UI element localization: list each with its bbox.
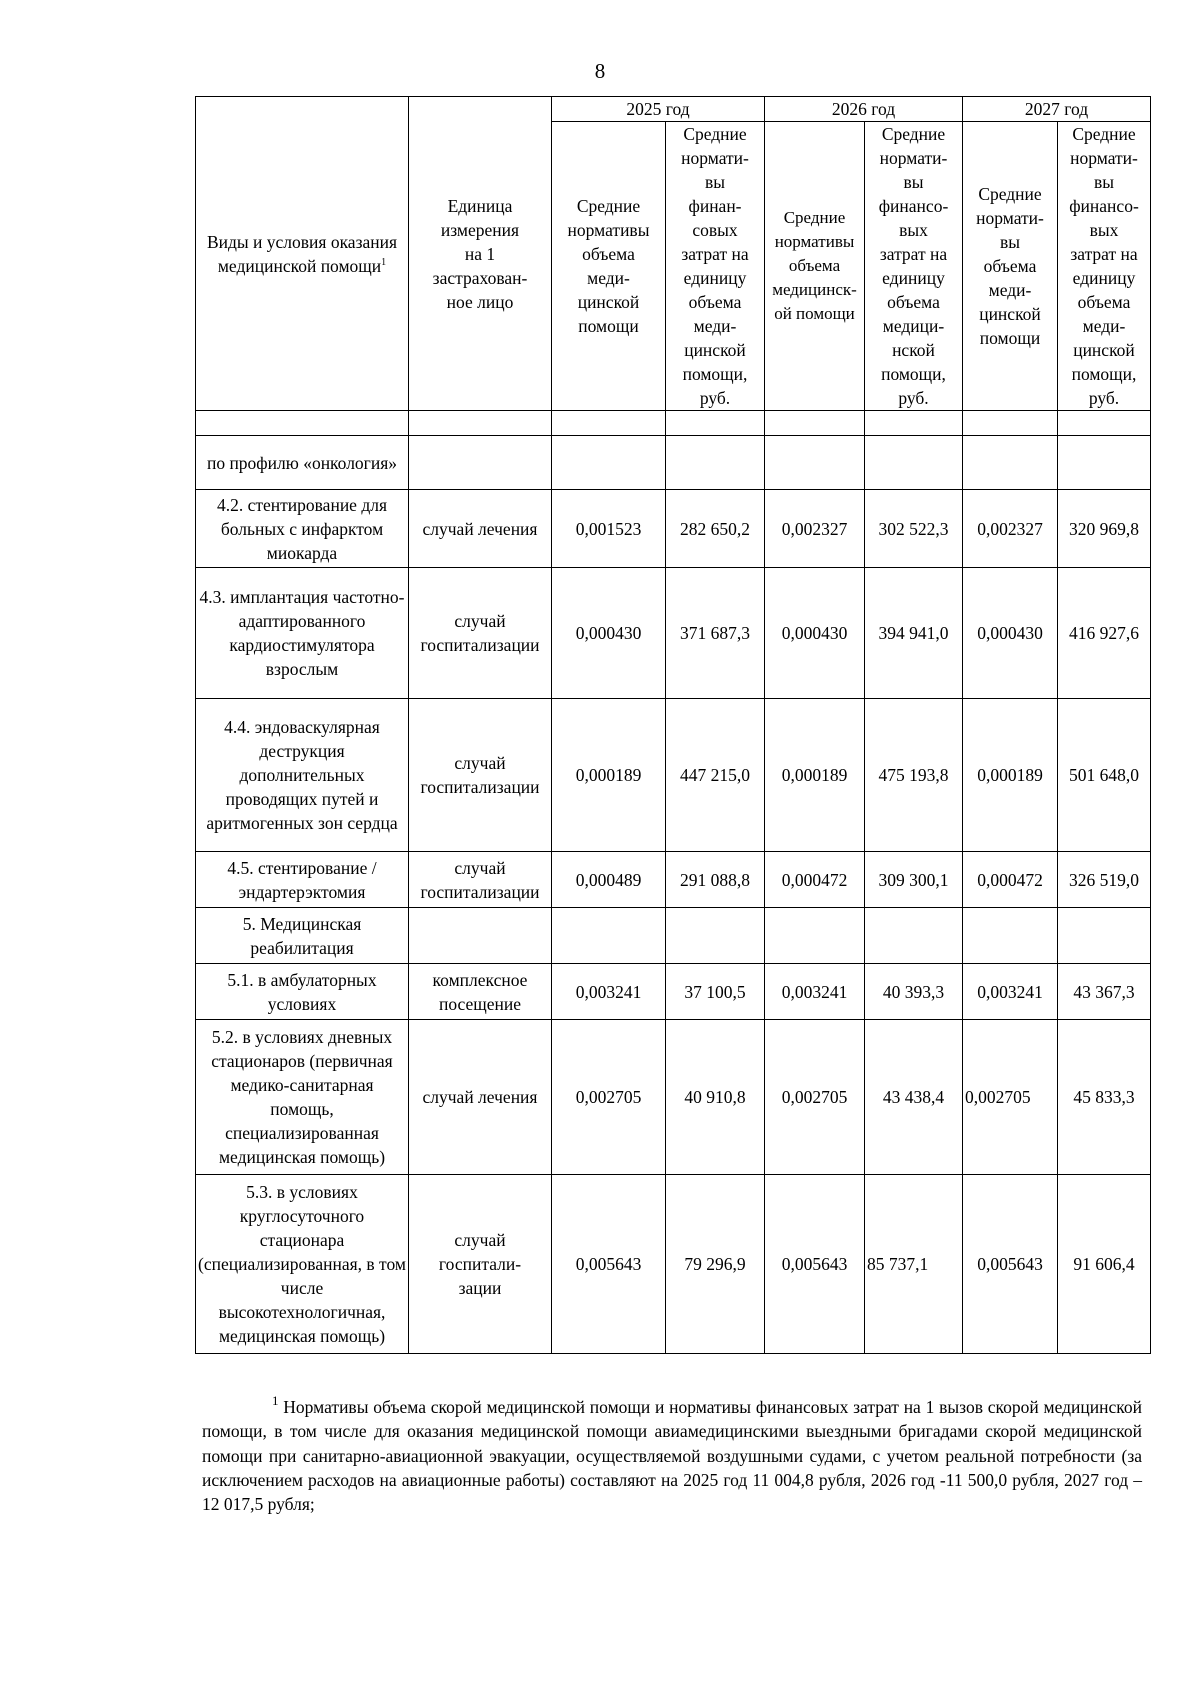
cell-volume-2026: 0,002327: [765, 490, 865, 568]
header-volume-2025: Средние нормативы объема меди- цинской помощи: [552, 122, 666, 411]
cell-cost-2026: [865, 908, 963, 964]
table-row: [196, 908, 1151, 964]
cell-volume-2027: [963, 436, 1058, 490]
cell-kind: 5.3. в условиях круглосуточного стационара (специализированная, в том числе высокотехнологичная, медицинская помощь): [196, 1175, 409, 1354]
cell-volume-2025: [552, 436, 666, 490]
header-year-2027: 2027 год: [963, 97, 1151, 122]
cell-volume-2025: [552, 908, 666, 964]
footnote: [202, 1395, 1142, 1516]
footnote-marker: 1: [272, 1393, 279, 1408]
cell-unit: случай лечения: [409, 1020, 552, 1175]
cell-kind: по профилю «онкология»: [196, 436, 409, 490]
header-footnote-marker: 1: [381, 256, 387, 268]
cell-volume-2025: 0,005643: [552, 1175, 666, 1354]
cell-volume-2026: 0,005643: [765, 1175, 865, 1354]
cell-cost-2026: 394 941,0: [865, 568, 963, 699]
spacer-row: [196, 411, 1151, 436]
page-number: 8: [594, 59, 606, 83]
cell-cost-2027: 326 519,0: [1058, 852, 1151, 908]
spacer-cell: [1058, 411, 1151, 436]
cell-cost-2025: 37 100,5: [666, 964, 765, 1020]
spacer-cell: [409, 411, 552, 436]
cell-kind: 4.2. стентирование для больных с инфарктом миокарда: [196, 490, 409, 568]
cell-kind: 5.2. в условиях дневных стационаров (первичная медико-санитарная помощь, специализированная медицинская помощь): [196, 1020, 409, 1175]
cell-unit: случай госпитализации: [409, 699, 552, 852]
cell-cost-2027: [1058, 436, 1151, 490]
header-cost-2027: Средние нормати- вы финансо- вых затрат на единицу объема меди- цинской помощи, руб.: [1058, 122, 1151, 411]
spacer-cell: [196, 411, 409, 436]
cell-volume-2027: 0,000430: [963, 568, 1058, 699]
cell-volume-2027: 0,003241: [963, 964, 1058, 1020]
footnote-text: Нормативы объема скорой медицинской помощи и нормативы финансовых затрат на 1 вызов скорой медицинской помощи, в том числе для оказания медицинской помощи авиамедицинскими выездными бригадами скорой медицинской помощи при санитарно-авиационной эвакуации, осуществляемой воздушными судами, с учетом реальной потребности (за исключением расходов на авиационные работы) составляют на 2025 год 11 004,8 рубля, 2026 год -11 500,0 рубля, 2027 год – 12 017,5 рубля;: [202, 1397, 1142, 1515]
cell-unit: случай лечения: [409, 490, 552, 568]
spacer-cell: [963, 411, 1058, 436]
cell-kind: 4.3. имплантация частотно-адаптированного кардиостимулятора взрослым: [196, 568, 409, 699]
cell-volume-2026: 0,003241: [765, 964, 865, 1020]
cell-cost-2026: 309 300,1: [865, 852, 963, 908]
cell-cost-2025: [666, 436, 765, 490]
cell-kind: 5.1. в амбулаторных условиях: [196, 964, 409, 1020]
cell-volume-2026: 0,002705: [765, 1020, 865, 1175]
cell-cost-2026: 40 393,3: [865, 964, 963, 1020]
cell-volume-2026: [765, 908, 865, 964]
cell-kind: 4.5. стентирование / эндартерэктомия: [196, 852, 409, 908]
cell-cost-2025: 79 296,9: [666, 1175, 765, 1354]
cell-volume-2025: 0,000489: [552, 852, 666, 908]
cell-volume-2026: 0,000472: [765, 852, 865, 908]
cell-cost-2027: 45 833,3: [1058, 1020, 1151, 1175]
cell-unit: комплексное посещение: [409, 964, 552, 1020]
header-unit: Единица измерения на 1 застрахован- ное лицо: [409, 97, 552, 411]
cell-cost-2026: 302 522,3: [865, 490, 963, 568]
cell-cost-2027: 501 648,0: [1058, 699, 1151, 852]
cell-unit: [409, 436, 552, 490]
cell-volume-2025: 0,002705: [552, 1020, 666, 1175]
cell-cost-2025: 282 650,2: [666, 490, 765, 568]
table-row: [196, 568, 1151, 699]
cell-cost-2025: 447 215,0: [666, 699, 765, 852]
header-volume-2027: Средние нормати- вы объема меди- цинской помощи: [963, 122, 1058, 411]
table-row: [196, 852, 1151, 908]
cell-cost-2027: 91 606,4: [1058, 1175, 1151, 1354]
table-row: [196, 1175, 1151, 1354]
table-row: [196, 490, 1151, 568]
cell-unit: случай госпитализации: [409, 852, 552, 908]
cell-kind: 5. Медицинская реабилитация: [196, 908, 409, 964]
cell-cost-2025: 291 088,8: [666, 852, 765, 908]
cell-volume-2025: 0,000430: [552, 568, 666, 699]
cell-unit: [409, 908, 552, 964]
cell-cost-2025: [666, 908, 765, 964]
norms-table: [195, 96, 1151, 1354]
cell-volume-2027: [963, 908, 1058, 964]
cell-volume-2026: [765, 436, 865, 490]
cell-volume-2027: 0,002327: [963, 490, 1058, 568]
cell-volume-2027: 0,005643: [963, 1175, 1058, 1354]
spacer-cell: [865, 411, 963, 436]
cell-cost-2027: 416 927,6: [1058, 568, 1151, 699]
table-row: [196, 964, 1151, 1020]
cell-cost-2025: 371 687,3: [666, 568, 765, 699]
cell-volume-2026: 0,000430: [765, 568, 865, 699]
cell-cost-2027: 320 969,8: [1058, 490, 1151, 568]
header-year-2025: 2025 год: [552, 97, 765, 122]
cell-volume-2025: 0,000189: [552, 699, 666, 852]
cell-volume-2026: 0,000189: [765, 699, 865, 852]
cell-volume-2027: 0,000472: [963, 852, 1058, 908]
spacer-cell: [552, 411, 666, 436]
cell-volume-2027: 0,002705: [963, 1020, 1058, 1175]
cell-kind: 4.4. эндоваскулярная деструкция дополнительных проводящих путей и аритмогенных зон сердца: [196, 699, 409, 852]
header-row-years: [196, 97, 1151, 122]
header-volume-2026: Средние нормативы объема медицинск- ой помощи: [765, 122, 865, 411]
header-year-2026: 2026 год: [765, 97, 963, 122]
table-row: [196, 436, 1151, 490]
header-kind-label: Виды и условия оказания медицинской помощи: [206, 231, 398, 276]
spacer-cell: [666, 411, 765, 436]
cell-unit: случай госпитали- зации: [409, 1175, 552, 1354]
cell-cost-2026: 85 737,1: [865, 1175, 963, 1354]
table-row: [196, 1020, 1151, 1175]
cell-volume-2027: 0,000189: [963, 699, 1058, 852]
header-cost-2025: Средние нормати- вы финан- совых затрат на единицу объема меди- цинской помощи, руб.: [666, 122, 765, 411]
table-row: [196, 699, 1151, 852]
cell-volume-2025: 0,003241: [552, 964, 666, 1020]
cell-cost-2027: 43 367,3: [1058, 964, 1151, 1020]
cell-cost-2026: [865, 436, 963, 490]
cell-cost-2025: 40 910,8: [666, 1020, 765, 1175]
cell-cost-2026: 43 438,4: [865, 1020, 963, 1175]
header-kind: [196, 97, 409, 411]
spacer-cell: [765, 411, 865, 436]
cell-volume-2025: 0,001523: [552, 490, 666, 568]
header-cost-2026: Средние нормати- вы финансо- вых затрат на единицу объема медици- нской помощи, руб.: [865, 122, 963, 411]
cell-cost-2026: 475 193,8: [865, 699, 963, 852]
cell-unit: случай госпитализации: [409, 568, 552, 699]
cell-cost-2027: [1058, 908, 1151, 964]
